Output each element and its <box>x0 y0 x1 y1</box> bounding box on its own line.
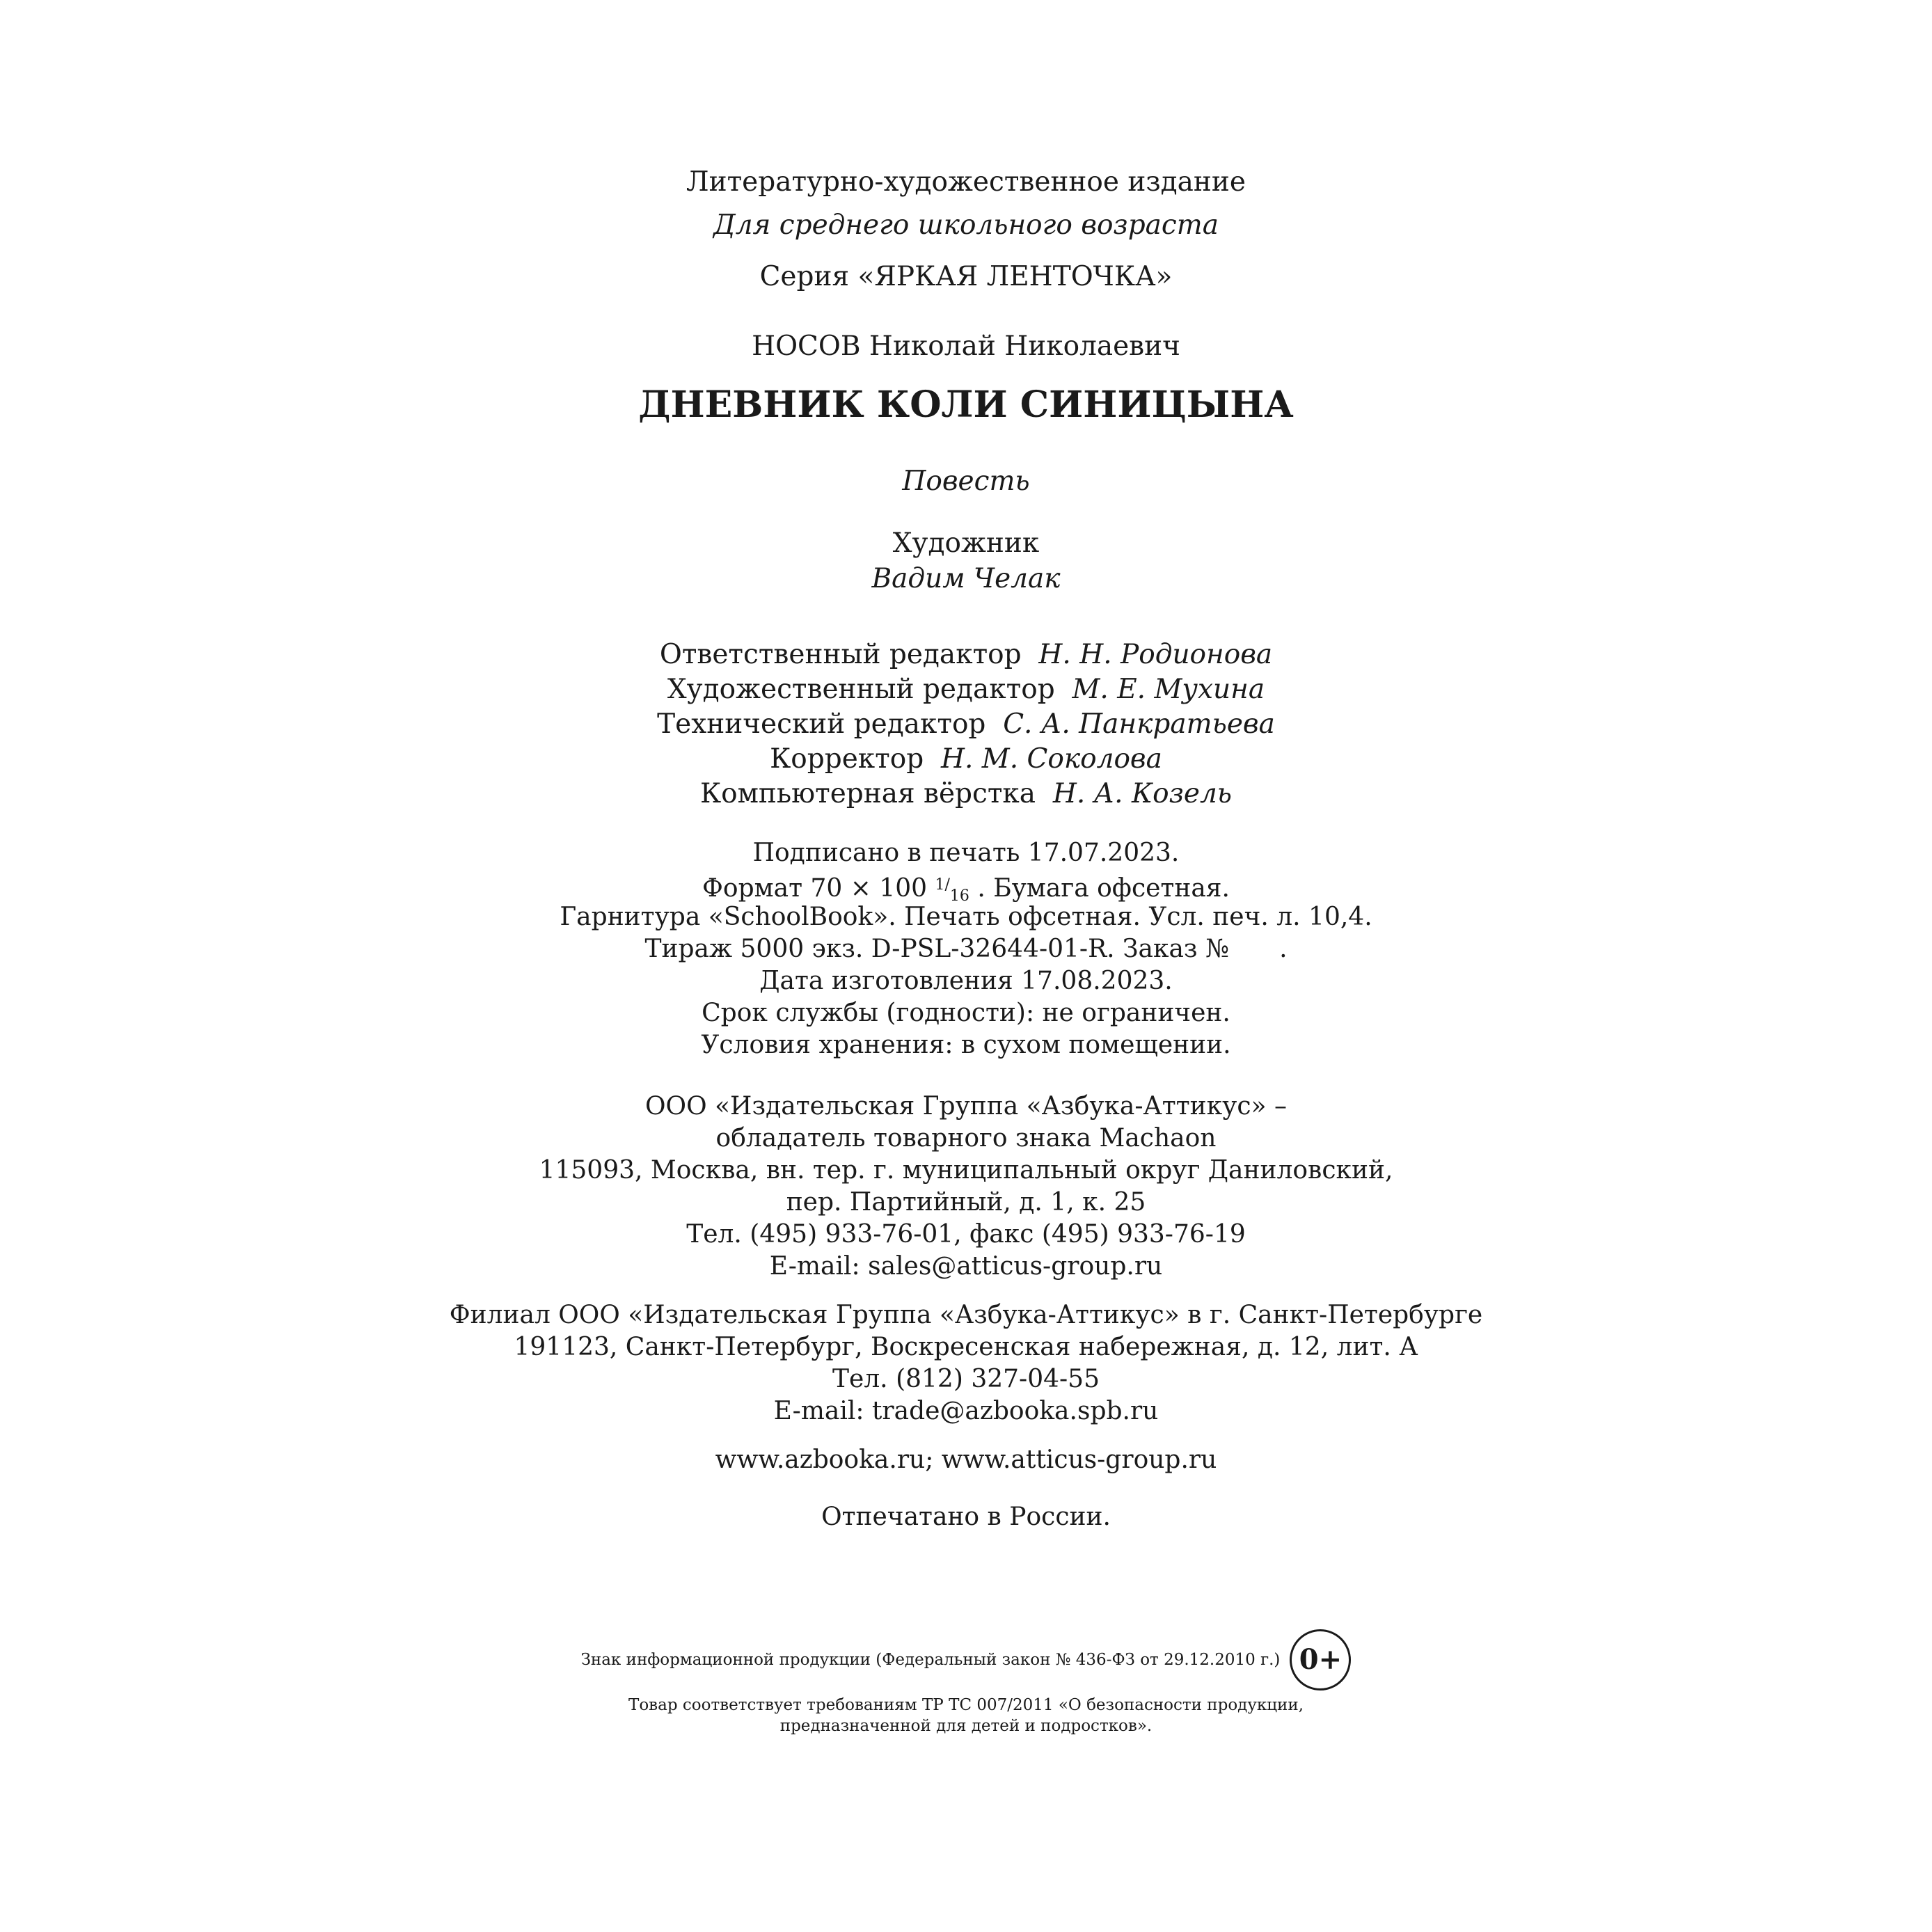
publisher-line: Тел. (495) 933-76-01, факс (495) 933-76-19 <box>686 1220 1246 1249</box>
format-numerator: 1 <box>935 876 945 894</box>
publisher-line: пер. Партийный, д. 1, к. 25 <box>786 1188 1146 1217</box>
branch-line: Филиал ООО «Издательская Группа «Азбука-Аттикус» в г. Санкт-Петербурге <box>449 1301 1483 1329</box>
info-sign-line <box>0 1627 1932 1690</box>
credit-role: Корректор <box>770 743 924 775</box>
compliance-line: Товар соответствует требованиям ТР ТС 007/2011 «О безопасности продукции, <box>628 1696 1304 1714</box>
age-rating-badge: 0+ <box>1290 1629 1351 1690</box>
production-date: Дата изготовления 17.08.2023. <box>759 967 1173 995</box>
credit-line <box>0 709 1932 740</box>
credit-line <box>0 640 1932 670</box>
storage-conditions: Условия хранения: в сухом помещении. <box>701 1031 1231 1059</box>
credit-role: Технический редактор <box>657 708 986 740</box>
signed-date: Подписано в печать 17.07.2023. <box>752 839 1180 867</box>
format-prefix: Формат 70 × 100 <box>702 874 928 903</box>
illustrator-role: Художник <box>892 528 1040 559</box>
audience: Для среднего школьного возраста <box>713 209 1219 241</box>
branch-email: E-mail: trade@azbooka.spb.ru <box>773 1397 1159 1425</box>
series: Серия «ЯРКАЯ ЛЕНТОЧКА» <box>759 261 1173 292</box>
edition-type: Литературно-художественное издание <box>686 166 1246 198</box>
print-run-end: . <box>1279 935 1288 963</box>
format-suffix: . Бумага офсетная. <box>977 874 1230 903</box>
credit-name: С. А. Панкратьева <box>1003 708 1275 740</box>
credit-name: Н. М. Соколова <box>940 743 1162 775</box>
print-run-text: Тираж 5000 экз. D-PSL-32644-01-R. Заказ № <box>644 935 1230 963</box>
genre: Повесть <box>902 466 1030 497</box>
illustrator-name: Вадим Челак <box>871 563 1061 594</box>
websites: www.azbooka.ru; www.atticus-group.ru <box>715 1446 1217 1474</box>
publisher-line: ООО «Издательская Группа «Азбука-Аттикус» – <box>645 1092 1287 1121</box>
format-separator: / <box>944 876 950 894</box>
credit-name: М. Е. Мухина <box>1072 674 1265 705</box>
publisher-line: обладатель товарного знака Machaon <box>715 1124 1217 1153</box>
branch-line: 191123, Санкт-Петербург, Воскресенская набережная, д. 12, лит. А <box>514 1333 1418 1361</box>
book-title: ДНЕВНИК КОЛИ СИНИЦЫНА <box>638 383 1294 426</box>
credit-line <box>0 779 1932 809</box>
credit-role: Компьютерная вёрстка <box>699 778 1036 809</box>
print-run-line <box>0 934 1932 965</box>
publisher-line: 115093, Москва, вн. тер. г. муниципальный округ Даниловский, <box>539 1156 1393 1185</box>
credit-name: Н. Н. Родионова <box>1038 639 1273 670</box>
info-sign-text: Знак информационной продукции (Федеральный закон № 436-ФЗ от 29.12.2010 г.) <box>580 1651 1281 1669</box>
publisher-email: E-mail: sales@atticus-group.ru <box>769 1252 1163 1281</box>
author: НОСОВ Николай Николаевич <box>752 331 1180 362</box>
branch-line: Тел. (812) 327-04-55 <box>832 1365 1100 1393</box>
credit-role: Художественный редактор <box>667 674 1055 705</box>
credit-line <box>0 744 1932 775</box>
printed-in: Отпечатано в России. <box>821 1503 1111 1531</box>
credit-line <box>0 674 1932 705</box>
shelf-life: Срок службы (годности): не ограничен. <box>702 999 1230 1027</box>
format-denominator: 16 <box>949 887 969 905</box>
credit-role: Ответственный редактор <box>659 639 1022 670</box>
credit-name: Н. А. Козель <box>1052 778 1233 809</box>
compliance-line: предназначенной для детей и подростков». <box>779 1717 1153 1735</box>
typeface-line: Гарнитура «SchoolBook». Печать офсетная. Усл. печ. л. 10,4. <box>560 903 1372 931</box>
